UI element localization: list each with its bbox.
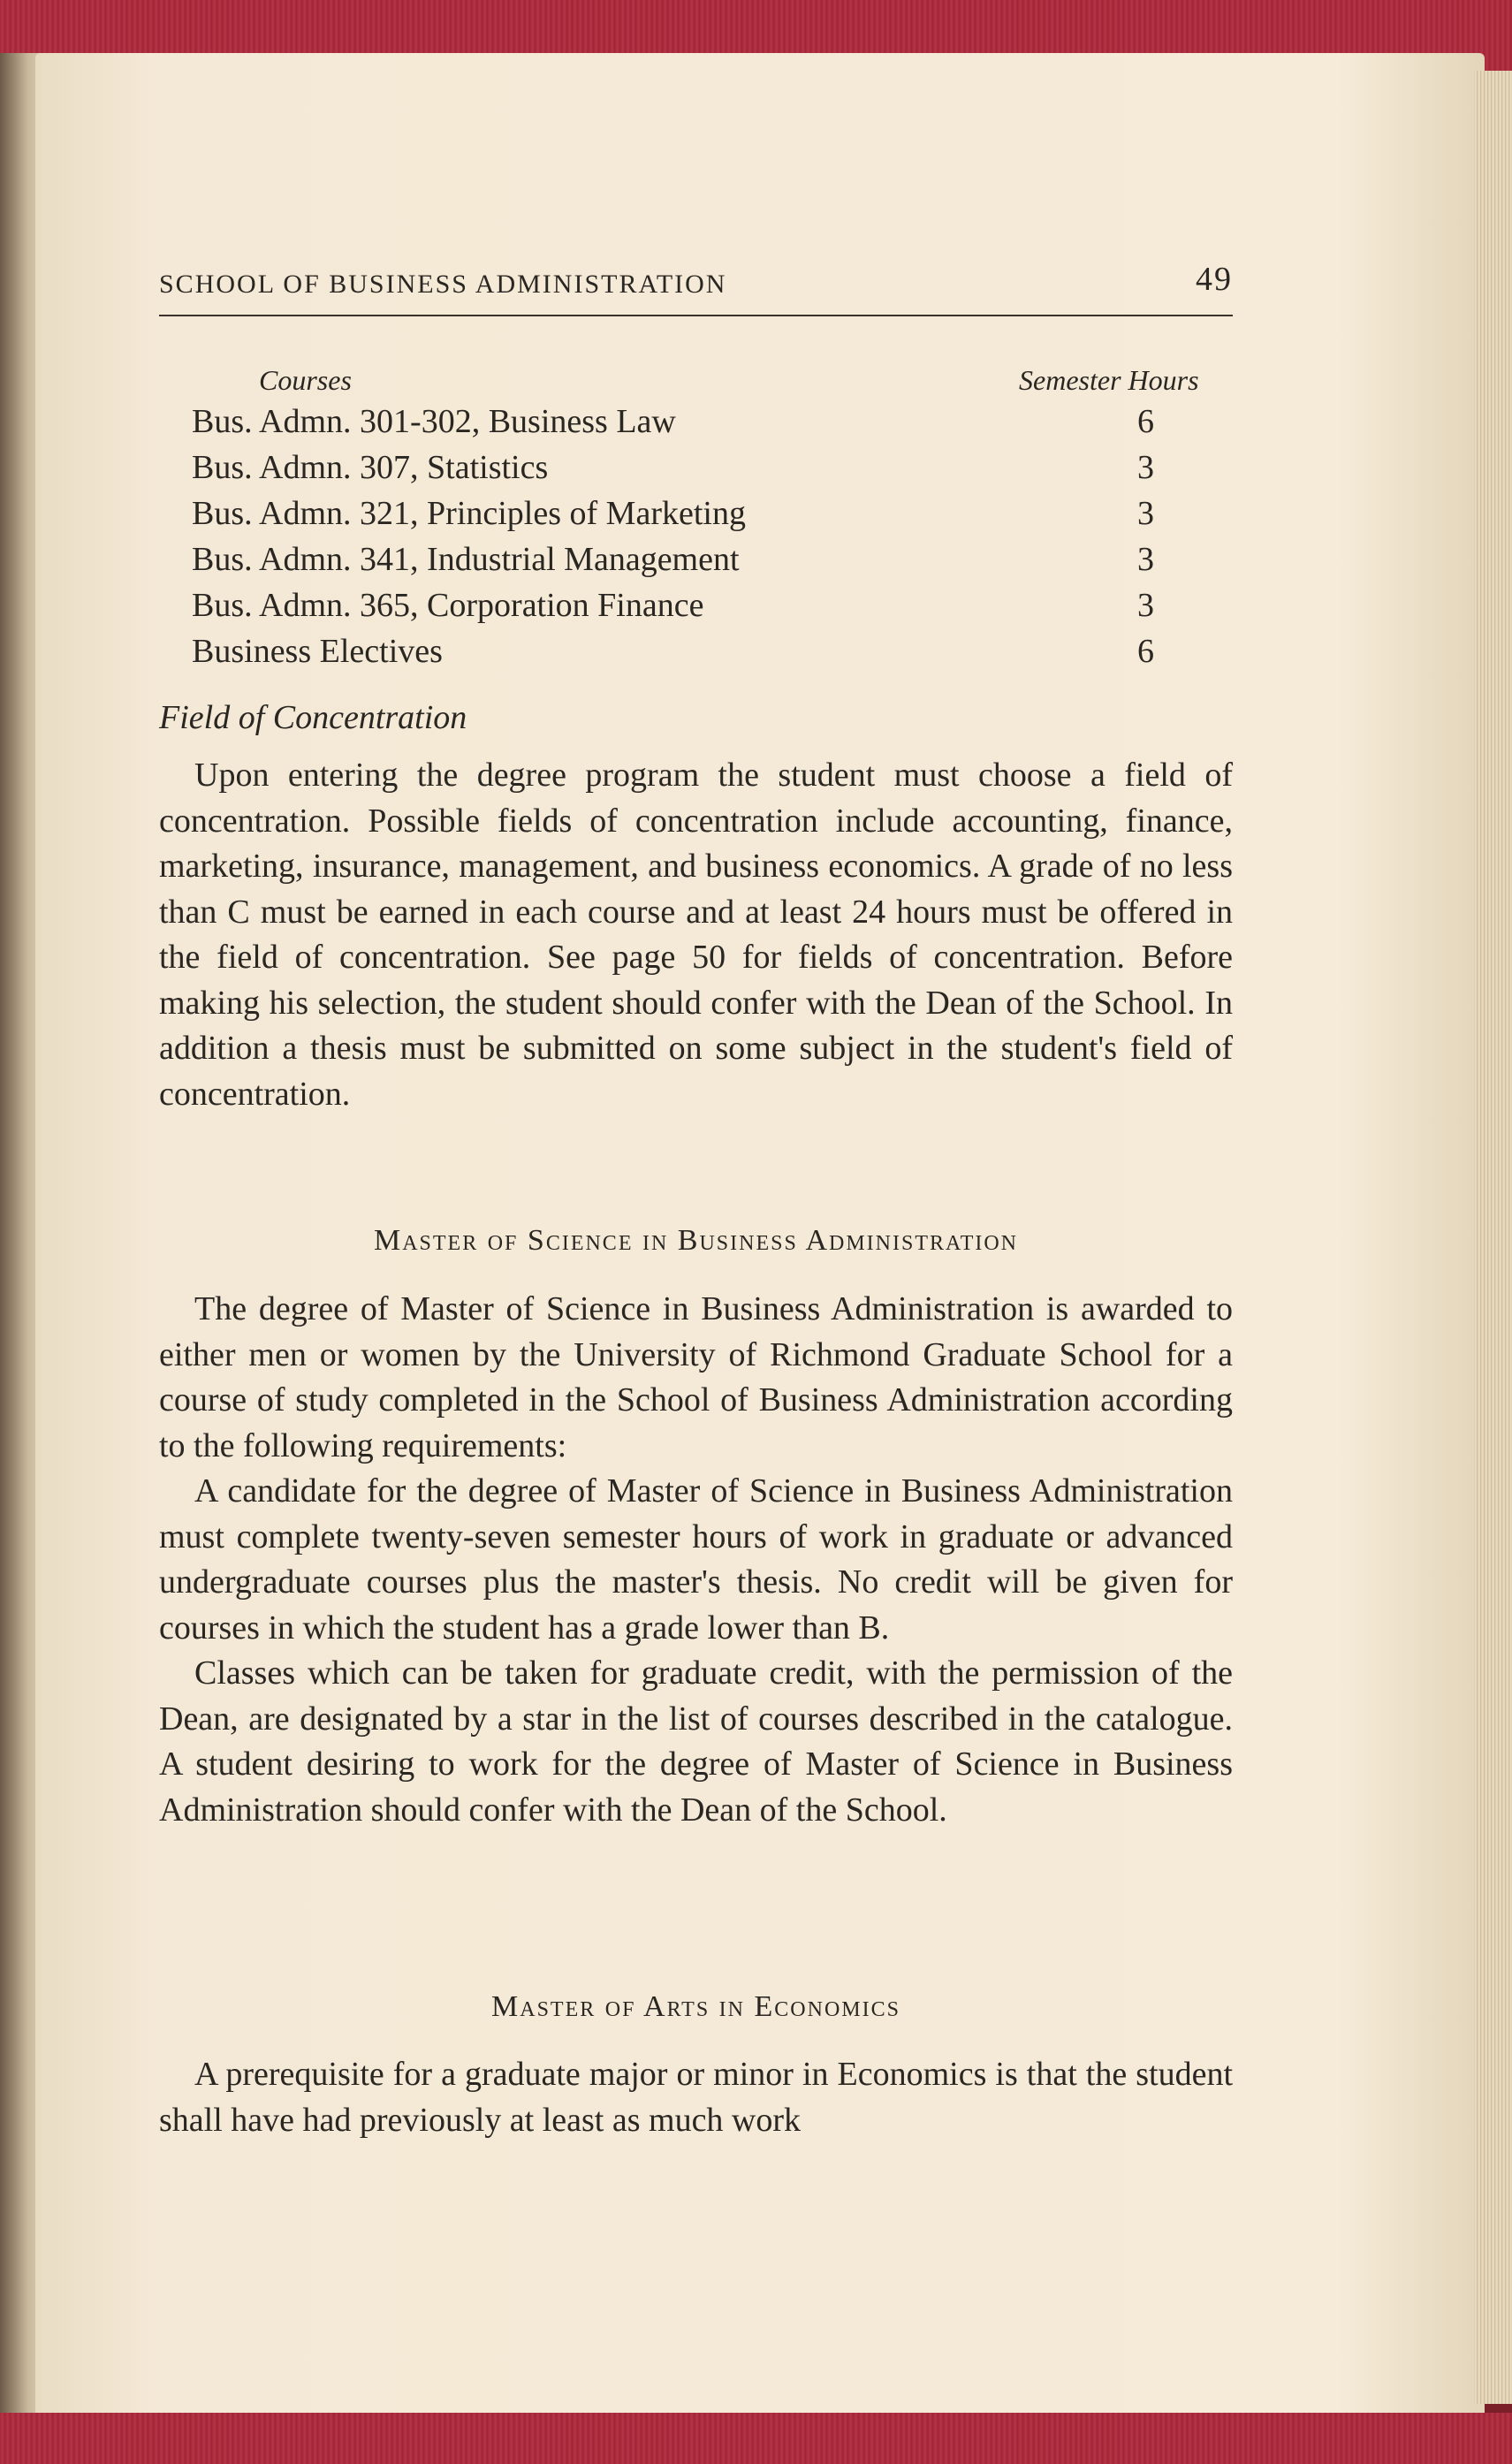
courses-column-header: Courses (259, 364, 352, 396)
course-hours: 3 (1137, 449, 1154, 486)
hours-column-header: Semester Hours (1019, 364, 1199, 396)
page-edges (1474, 71, 1512, 2404)
course-row (192, 494, 1164, 540)
running-head-title: SCHOOL OF BUSINESS ADMINISTRATION (159, 270, 727, 299)
course-name: Bus. Admn. 301-302, Business Law (192, 403, 676, 440)
course-name: Business Electives (192, 633, 443, 670)
header-rule (159, 315, 1233, 316)
paragraph: Classes which can be taken for graduate credit, with the permission of the Dean, are designated by a star in the list of courses described in the catalogue. A student desiring to work for the degree of Master of Science in Business Administration should confer with the Dean of the School. (159, 1654, 1233, 1829)
mba-heading: Master of Science in Business Administration (373, 1224, 1019, 1257)
course-name: Bus. Admn. 341, Industrial Management (192, 541, 740, 578)
paragraph: Upon entering the degree program the student must choose a field of concentration. Possible fields of concentration include accounting, finance, marketing, insurance, management, and business economics. A grade of no less than C must be earned in each course and at least 24 hours must be offered in the field of concentration. See page 50 for fields of concentration. Before making his selection, the student should confer with the Dean of the School. In addition a thesis must be submitted on some subject in the student's field of concentration. (159, 757, 1233, 1113)
course-row (192, 540, 1164, 586)
paragraph: A prerequisite for a graduate major or minor in Economics is that the student shall have had previously at least as much work (159, 2056, 1233, 2139)
course-row (192, 402, 1164, 448)
econ-heading: Master of Arts in Economics (491, 1990, 900, 2023)
course-name: Bus. Admn. 307, Statistics (192, 449, 549, 486)
field-concentration-text (159, 753, 1233, 1117)
course-hours: 6 (1137, 633, 1154, 670)
course-hours: 3 (1137, 495, 1154, 532)
book-edge-bottom (0, 2413, 1512, 2464)
course-row (192, 586, 1164, 632)
course-hours: 3 (1137, 541, 1154, 578)
course-name: Bus. Admn. 321, Principles of Marketing (192, 495, 746, 532)
running-head (159, 261, 1233, 300)
course-hours: 3 (1137, 587, 1154, 624)
course-hours: 6 (1137, 403, 1154, 440)
paragraph: A candidate for the degree of Master of Science in Business Administration must complete twenty-seven semester hours of work in graduate or advanced undergraduate courses plus the master's thesis. No credit will be given for courses in which the student has a grade lower than B. (159, 1472, 1233, 1646)
course-name: Bus. Admn. 365, Corporation Finance (192, 587, 704, 624)
econ-text (159, 2052, 1233, 2143)
paragraph: The degree of Master of Science in Business Administration is awarded to either men or women by the University of Richmond Graduate School for a course of study completed in the School of Business Administration according to the following requirements: (159, 1290, 1233, 1464)
course-row (192, 448, 1164, 494)
course-row (192, 632, 1164, 678)
mba-text (159, 1287, 1233, 1833)
field-concentration-heading: Field of Concentration (159, 699, 467, 736)
page-number: 49 (1196, 261, 1233, 298)
